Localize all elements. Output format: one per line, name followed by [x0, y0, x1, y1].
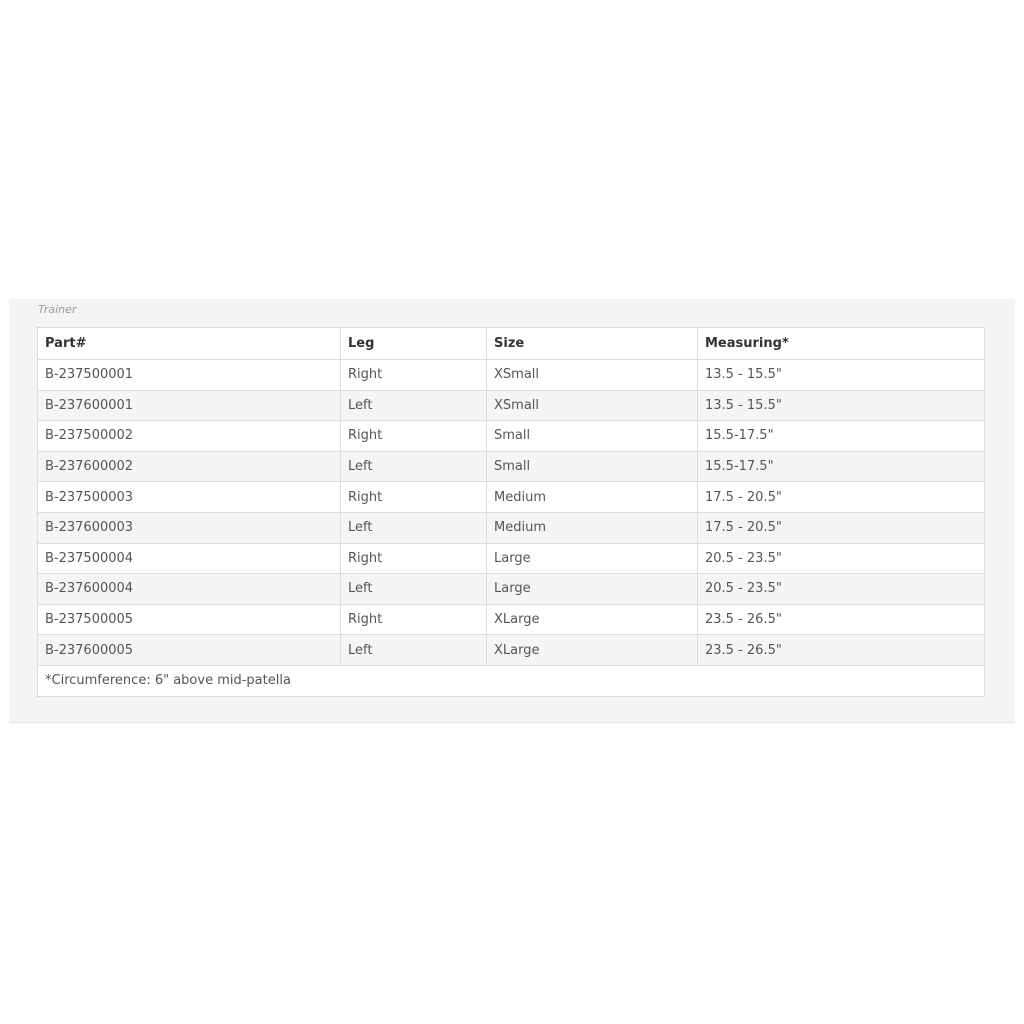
measuring-cell: 20.5 - 23.5" — [698, 574, 985, 605]
header-size: Size — [487, 328, 698, 360]
leg-cell: Right — [341, 604, 487, 635]
part-number-cell: B-237500003 — [38, 482, 341, 513]
footnote: *Circumference: 6" above mid-patella — [38, 665, 985, 696]
footnote-row — [38, 665, 985, 696]
table-row — [38, 604, 985, 635]
leg-cell: Right — [341, 360, 487, 391]
leg-cell: Right — [341, 482, 487, 513]
size-cell: XSmall — [487, 390, 698, 421]
leg-cell: Right — [341, 543, 487, 574]
measuring-cell: 13.5 - 15.5" — [698, 360, 985, 391]
size-cell: XLarge — [487, 604, 698, 635]
part-number-cell: B-237600003 — [38, 512, 341, 543]
part-number-cell: B-237500002 — [38, 421, 341, 452]
measuring-cell: 17.5 - 20.5" — [698, 482, 985, 513]
leg-cell: Left — [341, 635, 487, 666]
part-number-cell: B-237600005 — [38, 635, 341, 666]
measuring-cell: 23.5 - 26.5" — [698, 604, 985, 635]
table-row — [38, 451, 985, 482]
part-number-cell: B-237500001 — [38, 360, 341, 391]
measuring-cell: 15.5-17.5" — [698, 451, 985, 482]
leg-cell: Left — [341, 390, 487, 421]
table-row — [38, 635, 985, 666]
size-cell: XLarge — [487, 635, 698, 666]
measuring-cell: 23.5 - 26.5" — [698, 635, 985, 666]
part-number-cell: B-237600001 — [38, 390, 341, 421]
part-number-cell: B-237600002 — [38, 451, 341, 482]
size-cell: Medium — [487, 512, 698, 543]
measuring-cell: 15.5-17.5" — [698, 421, 985, 452]
header-measuring: Measuring* — [698, 328, 985, 360]
header-leg: Leg — [341, 328, 487, 360]
table-row — [38, 543, 985, 574]
table-row — [38, 482, 985, 513]
table-header-row — [38, 328, 985, 360]
size-cell: Small — [487, 421, 698, 452]
leg-cell: Left — [341, 574, 487, 605]
part-number-cell: B-237600004 — [38, 574, 341, 605]
sizing-table — [37, 327, 985, 697]
size-cell: XSmall — [487, 360, 698, 391]
size-cell: Medium — [487, 482, 698, 513]
measuring-cell: 13.5 - 15.5" — [698, 390, 985, 421]
sizing-panel — [9, 299, 1015, 723]
leg-cell: Left — [341, 512, 487, 543]
measuring-cell: 17.5 - 20.5" — [698, 512, 985, 543]
part-number-cell: B-237500004 — [38, 543, 341, 574]
table-row — [38, 360, 985, 391]
table-row — [38, 512, 985, 543]
table-row — [38, 421, 985, 452]
table-row — [38, 574, 985, 605]
table-row — [38, 390, 985, 421]
part-number-cell: B-237500005 — [38, 604, 341, 635]
leg-cell: Right — [341, 421, 487, 452]
size-cell: Large — [487, 543, 698, 574]
measuring-cell: 20.5 - 23.5" — [698, 543, 985, 574]
header-part-number: Part# — [38, 328, 341, 360]
leg-cell: Left — [341, 451, 487, 482]
table-caption: Trainer — [38, 303, 77, 316]
size-cell: Large — [487, 574, 698, 605]
size-cell: Small — [487, 451, 698, 482]
